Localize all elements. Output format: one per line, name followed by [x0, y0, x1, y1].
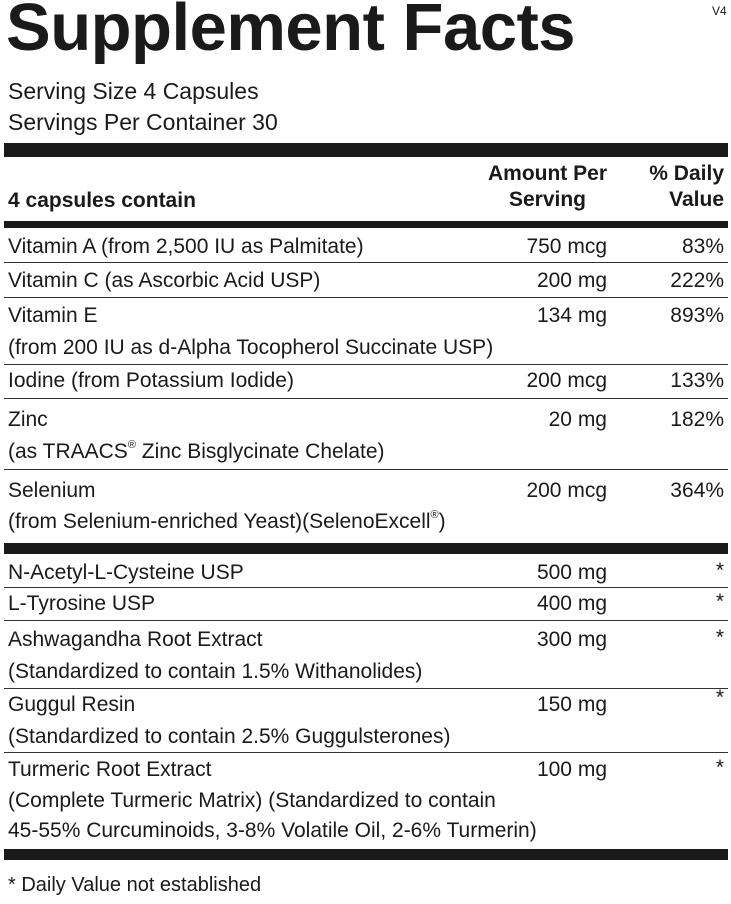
nutrient-name: Iodine (from Potassium Iodide): [8, 369, 294, 392]
nutrient-name: Vitamin A (from 2,500 IU as Palmitate): [8, 235, 364, 258]
ingredient-name: Ashwagandha Root Extract: [8, 628, 263, 651]
row-divider: [4, 620, 728, 621]
ingredient-amount: 300 mg: [536, 628, 607, 651]
ingredient-amount: 150 mg: [536, 693, 607, 716]
nutrient-name: Vitamin E: [8, 304, 98, 327]
nutrient-dv: 133%: [670, 369, 724, 392]
nutrient-amount: 200 mcg: [526, 479, 607, 502]
row-divider: [4, 688, 728, 689]
row-divider: [4, 587, 728, 588]
registered-mark: ®: [430, 509, 439, 521]
nutrient-dv: 83%: [681, 235, 724, 258]
ingredient-detail: (Standardized to contain 2.5% Guggulsterones): [8, 725, 451, 748]
serving-size: Serving Size 4 Capsules: [8, 78, 259, 104]
ingredient-name: Turmeric Root Extract: [8, 758, 212, 781]
ingredient-amount: 100 mg: [536, 758, 607, 781]
header-amount-line2: Serving: [508, 188, 586, 212]
nutrient-dv: 893%: [670, 304, 724, 327]
nutrient-dv: 182%: [670, 408, 724, 431]
nutrient-detail: (from 200 IU as d-Alpha Tocopherol Succinate USP): [8, 336, 494, 359]
ingredient-detail: (Standardized to contain 1.5% Withanolides): [8, 660, 423, 683]
row-divider: [4, 297, 728, 298]
row-divider: [4, 398, 728, 399]
nutrient-amount: 20 mg: [548, 408, 607, 431]
nutrient-amount: 200 mg: [536, 269, 607, 292]
detail-text: (from Selenium-enriched Yeast)(SelenoExcell: [8, 510, 431, 533]
bottom-thick-rule: [4, 849, 728, 860]
ingredient-dv: *: [715, 756, 724, 779]
ingredient-dv: *: [715, 686, 724, 709]
nutrient-name: Zinc: [8, 408, 48, 431]
ingredient-amount: 500 mg: [536, 561, 607, 584]
top-thick-rule: [4, 143, 728, 157]
nutrient-amount: 200 mcg: [526, 369, 607, 392]
ingredient-detail: (Complete Turmeric Matrix) (Standardized to contain: [8, 789, 496, 812]
row-divider: [4, 364, 728, 365]
nutrient-amount: 134 mg: [536, 304, 607, 327]
header-amount-line1: Amount Per: [487, 162, 607, 185]
version-label: V4: [712, 4, 727, 18]
ingredient-detail-2: 45-55% Curcuminoids, 3-8% Volatile Oil, 2-6% Turmerin): [8, 819, 537, 842]
ingredient-dv: *: [715, 590, 724, 613]
nutrient-detail: [8, 441, 385, 462]
registered-mark: ®: [127, 439, 136, 451]
nutrient-amount: 750 mcg: [526, 235, 607, 258]
nutrient-name: Vitamin C (as Ascorbic Acid USP): [8, 269, 321, 292]
nutrient-detail: [8, 511, 446, 532]
nutrient-dv: 364%: [670, 479, 724, 502]
row-divider: [4, 469, 728, 470]
nutrient-name: Selenium: [8, 479, 96, 502]
ingredient-dv: *: [715, 559, 724, 582]
detail-text: Zinc Bisglycinate Chelate): [135, 440, 385, 463]
middle-thick-rule: [4, 543, 728, 554]
detail-text: (as TRAACS: [8, 440, 128, 463]
header-dv-line1: % Daily: [649, 162, 724, 185]
ingredient-dv: *: [715, 626, 724, 649]
ingredient-amount: 400 mg: [536, 592, 607, 615]
footnote: * Daily Value not established: [8, 874, 262, 896]
header-daily-value: [649, 161, 724, 214]
title: Supplement Facts: [6, 0, 576, 65]
nutrient-dv: 222%: [670, 269, 724, 292]
header-amount: [488, 161, 607, 214]
header-rule: [4, 221, 728, 228]
ingredient-name: N-Acetyl-L-Cysteine USP: [8, 561, 244, 584]
header-contain: 4 capsules contain: [8, 189, 196, 212]
row-divider: [4, 752, 728, 753]
servings-per-container: Servings Per Container 30: [8, 109, 278, 135]
header-dv-line2: Value: [669, 188, 724, 212]
row-divider: [4, 262, 728, 263]
detail-text: ): [438, 510, 446, 533]
ingredient-name: Guggul Resin: [8, 693, 136, 716]
ingredient-name: L-Tyrosine USP: [8, 592, 156, 615]
